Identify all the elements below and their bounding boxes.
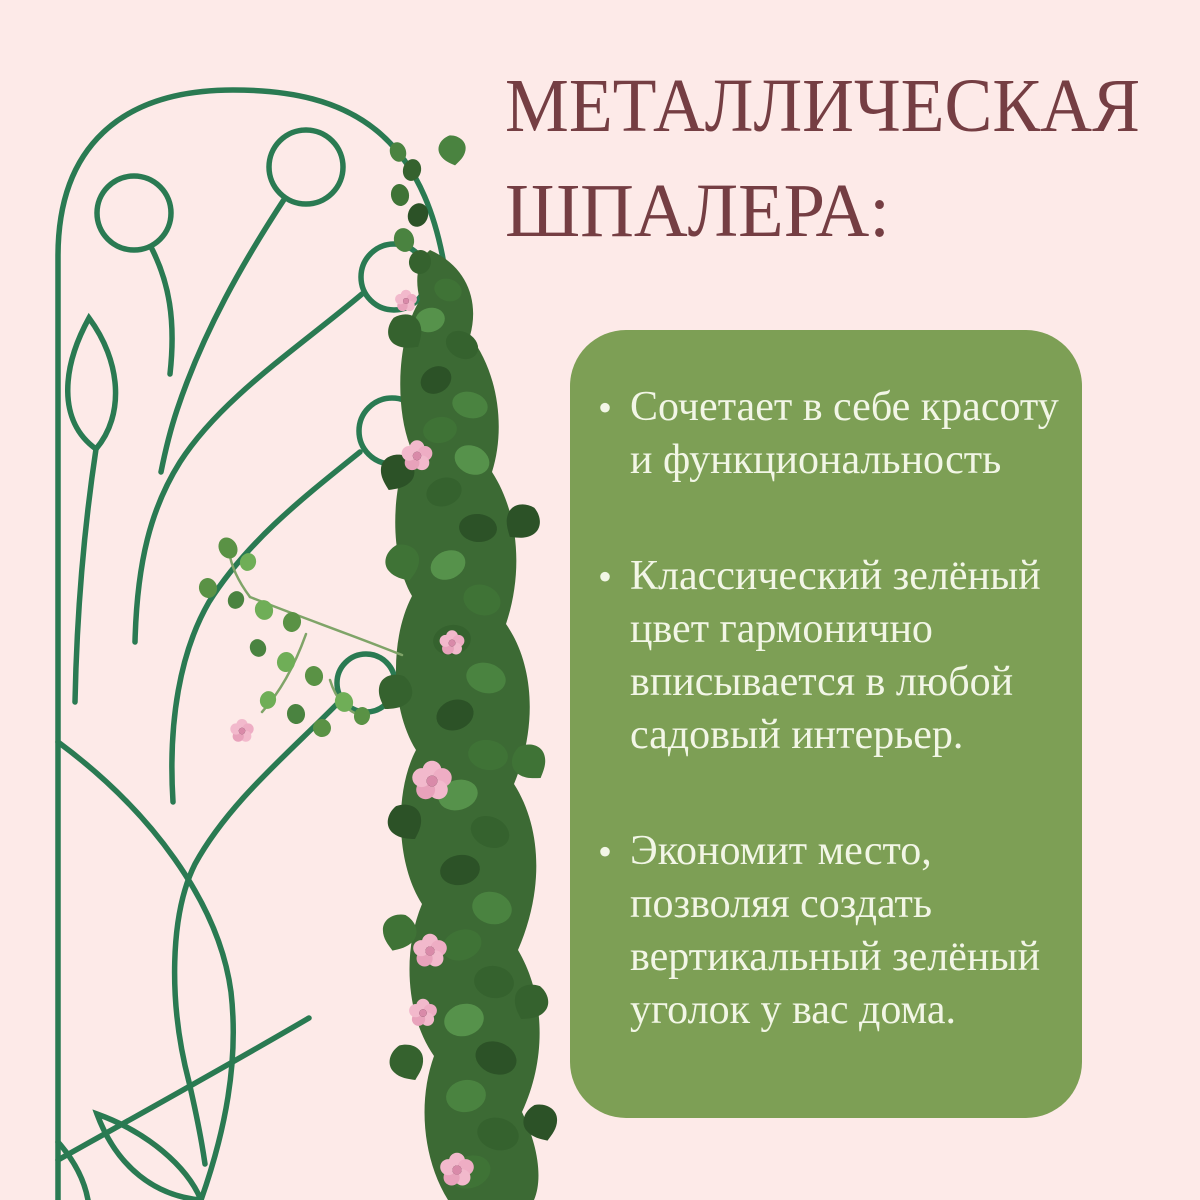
- feature-line: цвет гармонично: [630, 606, 933, 652]
- feature-line: Сочетает в себе красоту: [630, 384, 1059, 430]
- list-item: [598, 825, 1064, 1037]
- bullet-icon: •: [598, 554, 613, 599]
- feature-line: уголок у вас дома.: [630, 987, 957, 1033]
- features-list: [598, 381, 1064, 1037]
- list-item: [598, 550, 1064, 762]
- feature-line: садовый интерьер.: [630, 712, 964, 758]
- feature-line: и функциональность: [630, 437, 1002, 483]
- features-card: [570, 330, 1082, 1118]
- bullet-icon: •: [598, 829, 613, 874]
- feature-line: позволяя создать: [630, 881, 933, 927]
- title-line-1: МЕТАЛЛИЧЕСКАЯ: [505, 64, 1140, 148]
- feature-line: Экономит место,: [630, 828, 932, 874]
- title-line-2: ШПАЛЕРА:: [505, 169, 890, 253]
- bullet-icon: •: [598, 385, 613, 430]
- leafy-sprig: [197, 534, 402, 739]
- feature-line: вертикальный зелёный: [630, 934, 1041, 980]
- feature-line: вписывается в любой: [630, 659, 1014, 705]
- list-item: [598, 381, 1064, 487]
- ivy-foliage: [370, 133, 560, 1200]
- feature-line: Классический зелёный: [630, 553, 1041, 599]
- page-title: [470, 40, 1190, 270]
